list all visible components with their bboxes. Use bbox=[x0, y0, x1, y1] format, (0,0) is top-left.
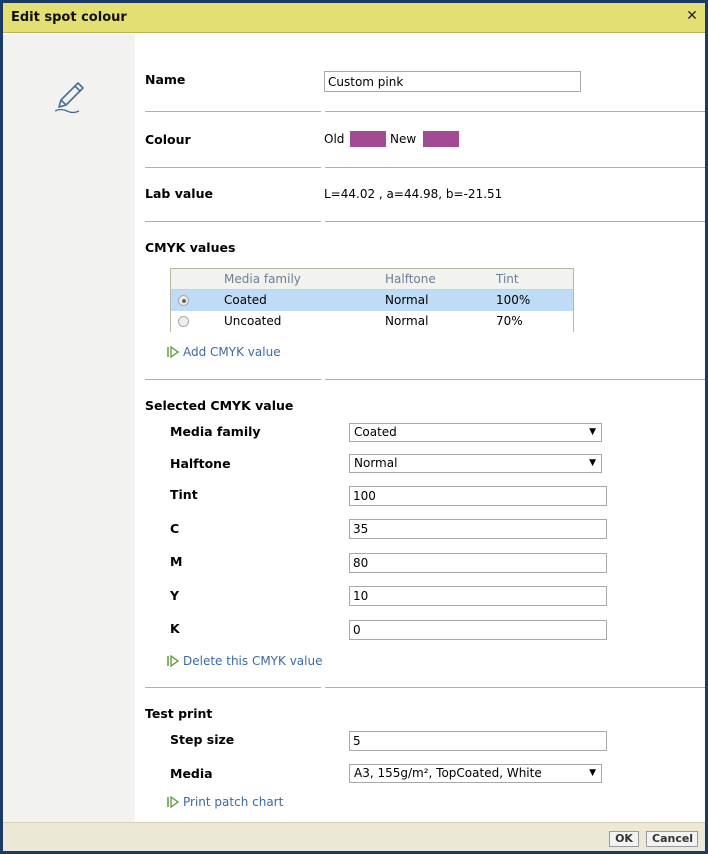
media-family-label: Media family bbox=[170, 424, 261, 439]
test-print-label: Test print bbox=[145, 706, 213, 721]
add-cmyk-value-link[interactable] bbox=[167, 345, 281, 359]
pencil-icon bbox=[49, 76, 89, 116]
tint-input[interactable] bbox=[349, 486, 607, 506]
divider bbox=[145, 379, 321, 380]
cancel-button[interactable]: Cancel bbox=[646, 831, 698, 847]
step-size-label: Step size bbox=[170, 732, 235, 747]
column-header-halftone[interactable]: Halftone bbox=[385, 272, 436, 286]
divider bbox=[325, 167, 705, 168]
divider bbox=[325, 379, 705, 380]
c-label: C bbox=[170, 521, 180, 536]
title-bar bbox=[3, 3, 705, 33]
print-patch-chart-label: Print patch chart bbox=[183, 795, 284, 809]
chevron-down-icon: ▼ bbox=[589, 427, 596, 437]
cell-tint: 70% bbox=[496, 314, 523, 328]
colour-label: Colour bbox=[145, 132, 191, 147]
step-size-input[interactable] bbox=[349, 731, 607, 751]
chevron-down-icon: ▼ bbox=[589, 458, 596, 468]
column-header-media-family[interactable]: Media family bbox=[224, 272, 301, 286]
dialog-footer bbox=[3, 822, 705, 851]
divider bbox=[325, 111, 705, 112]
k-label: K bbox=[170, 621, 180, 636]
tint-label: Tint bbox=[170, 487, 198, 502]
divider bbox=[145, 167, 321, 168]
cmyk-values-table bbox=[170, 268, 574, 332]
halftone-label: Halftone bbox=[170, 456, 231, 471]
column-header-tint[interactable]: Tint bbox=[496, 272, 519, 286]
form-content bbox=[135, 34, 705, 822]
media-select[interactable] bbox=[349, 764, 602, 783]
media-family-select[interactable] bbox=[349, 423, 602, 442]
chevron-down-icon: ▼ bbox=[589, 768, 596, 778]
y-label: Y bbox=[170, 588, 180, 603]
row-radio[interactable] bbox=[178, 295, 189, 306]
cell-tint: 100% bbox=[496, 293, 531, 307]
halftone-select[interactable] bbox=[349, 454, 602, 473]
print-patch-chart-link[interactable] bbox=[167, 795, 283, 809]
media-label: Media bbox=[170, 766, 213, 781]
table-header bbox=[171, 269, 573, 290]
media-family-value: Coated bbox=[354, 425, 397, 439]
selected-cmyk-label: Selected CMYK value bbox=[145, 398, 294, 413]
divider bbox=[145, 221, 321, 222]
table-row[interactable] bbox=[171, 311, 573, 332]
name-label: Name bbox=[145, 72, 186, 87]
m-label: M bbox=[170, 554, 183, 569]
old-colour-swatch bbox=[350, 131, 386, 147]
dialog-title: Edit spot colour bbox=[11, 10, 127, 25]
play-arrow-icon bbox=[167, 346, 179, 358]
k-input[interactable] bbox=[349, 620, 607, 640]
media-value: A3, 155g/m², TopCoated, White bbox=[354, 766, 542, 780]
left-panel bbox=[3, 34, 135, 822]
cell-halftone: Normal bbox=[385, 293, 429, 307]
name-input[interactable] bbox=[324, 71, 581, 92]
delete-cmyk-value-link[interactable] bbox=[167, 654, 322, 668]
new-colour-label: New bbox=[390, 132, 417, 146]
add-cmyk-value-label: Add CMYK value bbox=[183, 345, 281, 359]
cmyk-values-label: CMYK values bbox=[145, 240, 236, 255]
new-colour-swatch bbox=[423, 131, 459, 147]
delete-cmyk-value-label: Delete this CMYK value bbox=[183, 654, 323, 668]
c-input[interactable] bbox=[349, 519, 607, 539]
play-arrow-icon bbox=[167, 655, 179, 667]
cell-media-family: Uncoated bbox=[224, 314, 282, 328]
lab-value: L=44.02 , a=44.98, b=-21.51 bbox=[324, 187, 503, 201]
y-input[interactable] bbox=[349, 586, 607, 606]
cell-media-family: Coated bbox=[224, 293, 267, 307]
play-arrow-icon bbox=[167, 796, 179, 808]
divider bbox=[145, 111, 321, 112]
halftone-value: Normal bbox=[354, 456, 398, 470]
row-radio[interactable] bbox=[178, 316, 189, 327]
m-input[interactable] bbox=[349, 553, 607, 573]
old-colour-label: Old bbox=[324, 132, 345, 146]
lab-value-label: Lab value bbox=[145, 186, 213, 201]
divider bbox=[145, 687, 321, 688]
divider bbox=[325, 221, 705, 222]
divider bbox=[325, 687, 705, 688]
ok-button[interactable]: OK bbox=[609, 831, 639, 847]
close-icon[interactable]: ✕ bbox=[686, 8, 698, 24]
table-row[interactable] bbox=[171, 290, 573, 311]
cell-halftone: Normal bbox=[385, 314, 429, 328]
